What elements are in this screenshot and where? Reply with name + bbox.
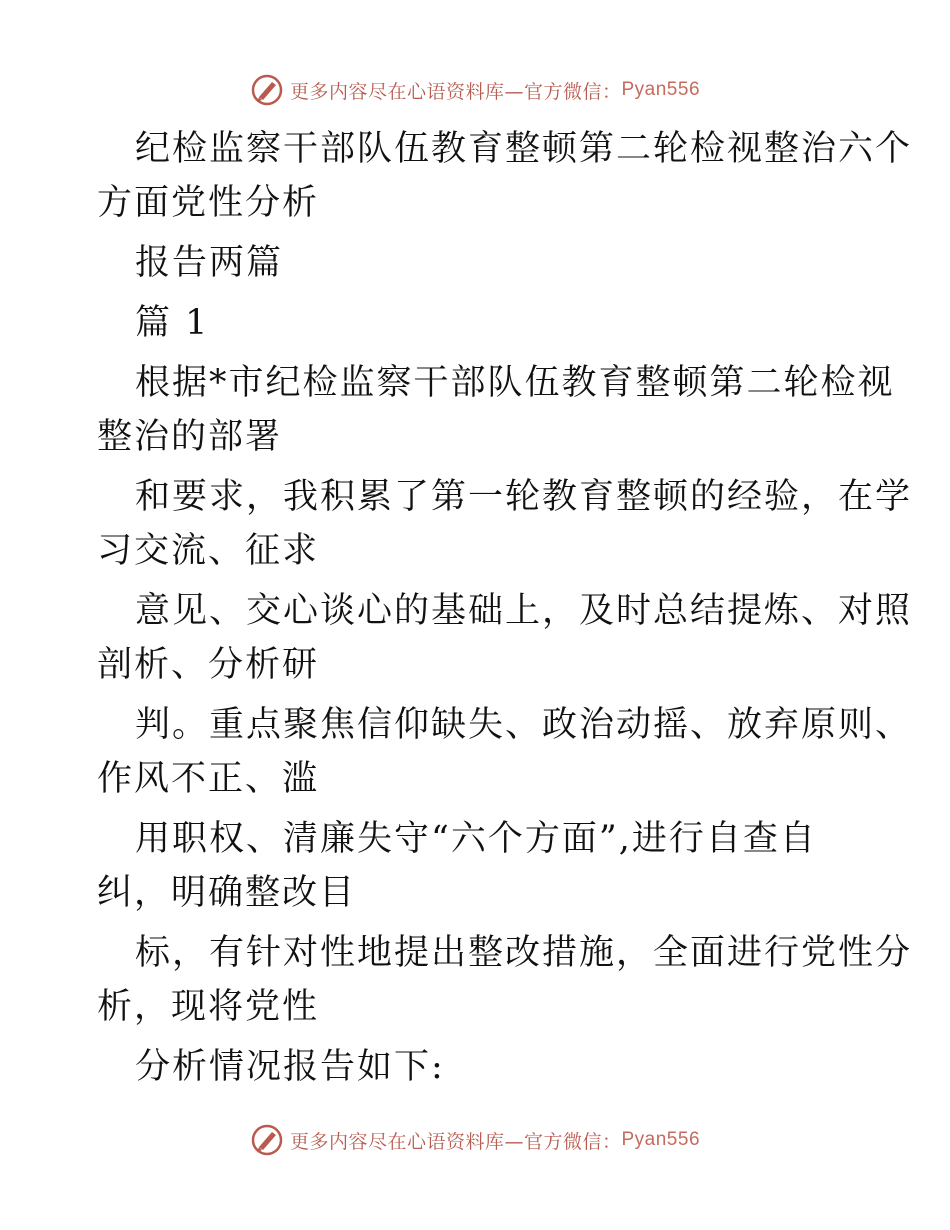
watermark-account: Pyan556 [621, 1129, 701, 1150]
paragraph-line: 用职权、清廉失守“六个方面”,进行自查自 [135, 819, 817, 859]
watermark-text: 更多内容尽在心语资料库—官方微信： [289, 80, 622, 103]
paragraph-line: 纠，明确整改目 [97, 873, 357, 913]
paragraph-line: 析，现将党性 [97, 987, 320, 1027]
document-body [97, 122, 913, 1094]
watermark-account: Pyan556 [621, 79, 701, 100]
paragraph-line: 剖析、分析研 [97, 645, 320, 685]
paragraph-line: 整治的部署 [97, 417, 283, 457]
paragraph-line: 习交流、征求 [97, 531, 320, 571]
paragraph-line: 根据*市纪检监察干部队伍教育整顿第二轮检视 [135, 363, 895, 403]
pen-logo-icon [250, 1123, 284, 1157]
paragraph-line: 判。重点聚焦信仰缺失、政治动摇、放弃原则、 [135, 705, 913, 745]
section-heading: 篇 1 [135, 303, 210, 343]
paragraph-line: 分析情况报告如下: [135, 1047, 445, 1087]
title-line-2: 方面党性分析 [97, 183, 320, 223]
paragraph-line: 意见、交心谈心的基础上，及时总结提炼、对照 [135, 591, 913, 631]
title-line-1: 纪检监察干部队伍教育整顿第二轮检视整治六个 [135, 129, 913, 169]
pen-logo-icon [250, 73, 284, 107]
paragraph-line: 标，有针对性地提出整改措施，全面进行党性分 [135, 933, 913, 973]
subtitle-line: 报告两篇 [135, 243, 284, 283]
paragraph-line: 作风不正、滥 [97, 759, 320, 799]
paragraph-line: 和要求，我积累了第一轮教育整顿的经验，在学 [135, 477, 913, 517]
header-watermark [0, 70, 950, 110]
watermark-text: 更多内容尽在心语资料库—官方微信： [289, 1130, 622, 1153]
footer-watermark [0, 1120, 950, 1160]
